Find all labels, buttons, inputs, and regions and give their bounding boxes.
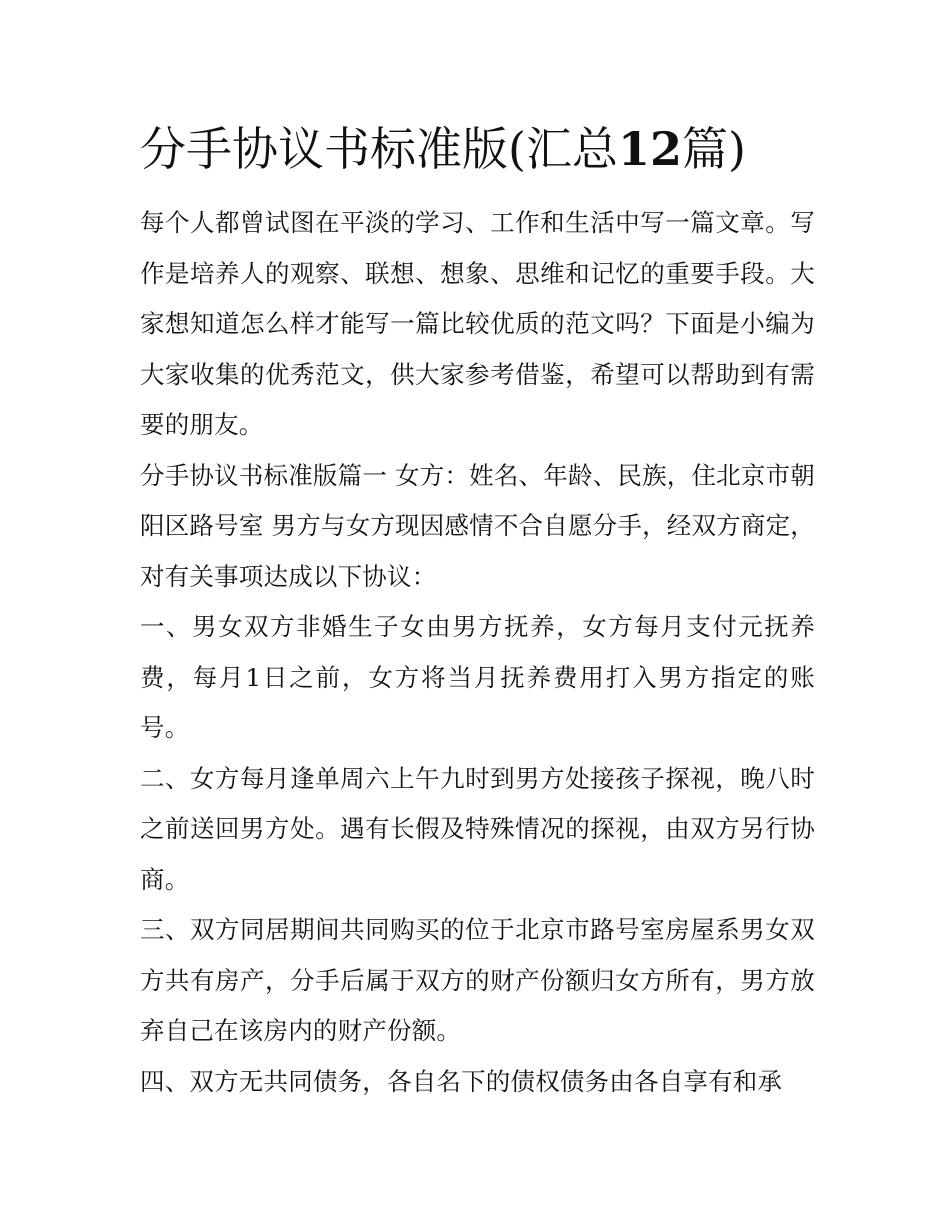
paragraph-parties: 分手协议书标准版篇一 女方：姓名、年龄、民族，住北京市朝阳区路号室 男方与女方现因感情不合自愿分手，经双方商定，对有关事项达成以下协议： (140, 460, 815, 591)
paragraph-clause-4: 四、双方无共同债务，各自名下的债权债务由各自享有和承 (140, 1066, 783, 1096)
paragraph-intro: 每个人都曾试图在平淡的学习、工作和生活中写一篇文章。写作是培养人的观察、联想、想象、思维和记忆的重要手段。大家想知道怎么样才能写一篇比较优质的范文吗？下面是小编为大家收集的优秀范文，供大家参考借鉴，希望可以帮助到有需要的朋友。 (140, 208, 815, 439)
document-title (140, 118, 840, 180)
paragraph-clause-1: 一、男女双方非婚生子女由男方抚养，女方每月支付元抚养费，每月1日之前，女方将当月抚养费用打入男方指定的账号。 (140, 612, 815, 742)
paragraph-clause-2: 二、女方每月逢单周六上午九时到男方处接孩子探视，晚八时之前送回男方处。遇有长假及特殊情况的探视，由双方另行协商。 (140, 763, 815, 894)
title-prefix: 分手协议书标准版(汇总 (140, 122, 618, 176)
title-number: 12 (617, 122, 682, 176)
paragraph-clause-3: 三、双方同居期间共同购买的位于北京市路号室房屋系男女双方共有房产，分手后属于双方的财产份额归女方所有，男方放弃自己在该房内的财产份额。 (140, 915, 815, 1045)
title-suffix: 篇) (681, 122, 746, 176)
document-body (140, 198, 815, 1107)
